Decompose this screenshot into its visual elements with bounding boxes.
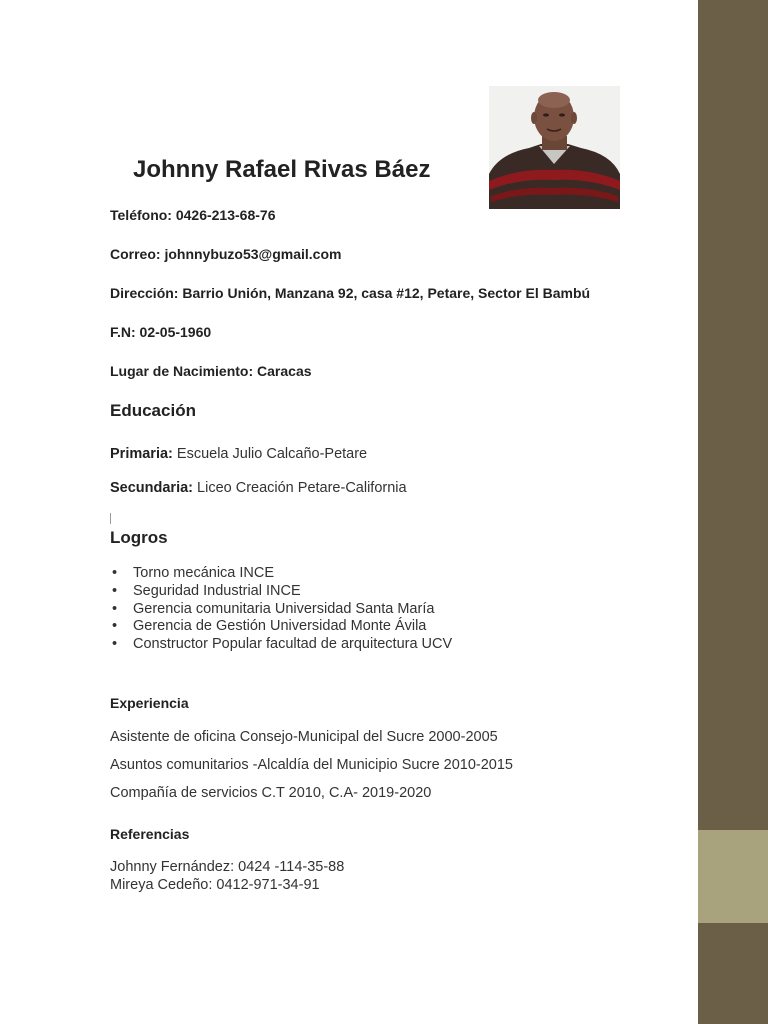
profile-photo	[489, 86, 620, 209]
text-cursor-mark	[110, 513, 111, 524]
list-item: • Torno mecánica INCE	[112, 565, 275, 581]
experience-item: Asistente de oficina Consejo-Municipal del Sucre 2000-2005	[110, 729, 498, 745]
experience-heading: Experiencia	[110, 695, 189, 711]
candidate-name: Johnny Rafael Rivas Báez	[133, 156, 431, 183]
bullet-icon: •	[112, 582, 118, 599]
education-secondary-label: Secundaria:	[110, 480, 193, 496]
education-secondary	[110, 480, 407, 496]
decorative-sidebar	[698, 0, 768, 1024]
achievements-list	[110, 565, 452, 654]
sidebar-accent-block	[698, 830, 768, 923]
bullet-icon: •	[112, 636, 118, 653]
contact-birthdate: F.N: 02-05-1960	[110, 324, 212, 340]
list-item: • Seguridad Industrial INCE	[112, 582, 301, 599]
list-item: • Gerencia de Gestión Universidad Monte Ávila	[112, 618, 427, 635]
contact-email: Correo: johnnybuzo53@gmail.com	[110, 246, 342, 262]
list-item: • Gerencia comunitaria Universidad Santa María	[112, 600, 435, 617]
experience-item: Compañía de servicios C.T 2010, C.A- 2019-2020	[110, 785, 432, 801]
contact-address: Dirección: Barrio Unión, Manzana 92, casa #12, Petare, Sector El Bambú	[110, 285, 591, 301]
education-primary	[110, 446, 367, 462]
bullet-icon: •	[112, 618, 118, 635]
references-list	[110, 858, 344, 894]
portrait-image	[489, 86, 620, 209]
experience-item: Asuntos comunitarios -Alcaldía del Municipio Sucre 2010-2015	[110, 757, 513, 773]
education-heading: Educación	[110, 401, 196, 420]
bullet-icon: •	[112, 565, 118, 581]
references-heading: Referencias	[110, 826, 190, 842]
bullet-icon: •	[112, 600, 118, 617]
list-item: • Constructor Popular facultad de arquitectura UCV	[112, 636, 453, 653]
achievements-heading: Logros	[110, 528, 168, 547]
contact-phone: Teléfono: 0426-213-68-76	[110, 207, 276, 223]
contact-birthplace: Lugar de Nacimiento: Caracas	[110, 363, 312, 379]
reference-item: Mireya Cedeño: 0412-971-34-91	[110, 877, 320, 893]
education-secondary-value: Liceo Creación Petare-California	[193, 480, 407, 496]
education-primary-label: Primaria:	[110, 446, 173, 462]
reference-item: Johnny Fernández: 0424 -114-35-88	[110, 859, 345, 875]
education-primary-value: Escuela Julio Calcaño-Petare	[172, 446, 368, 462]
